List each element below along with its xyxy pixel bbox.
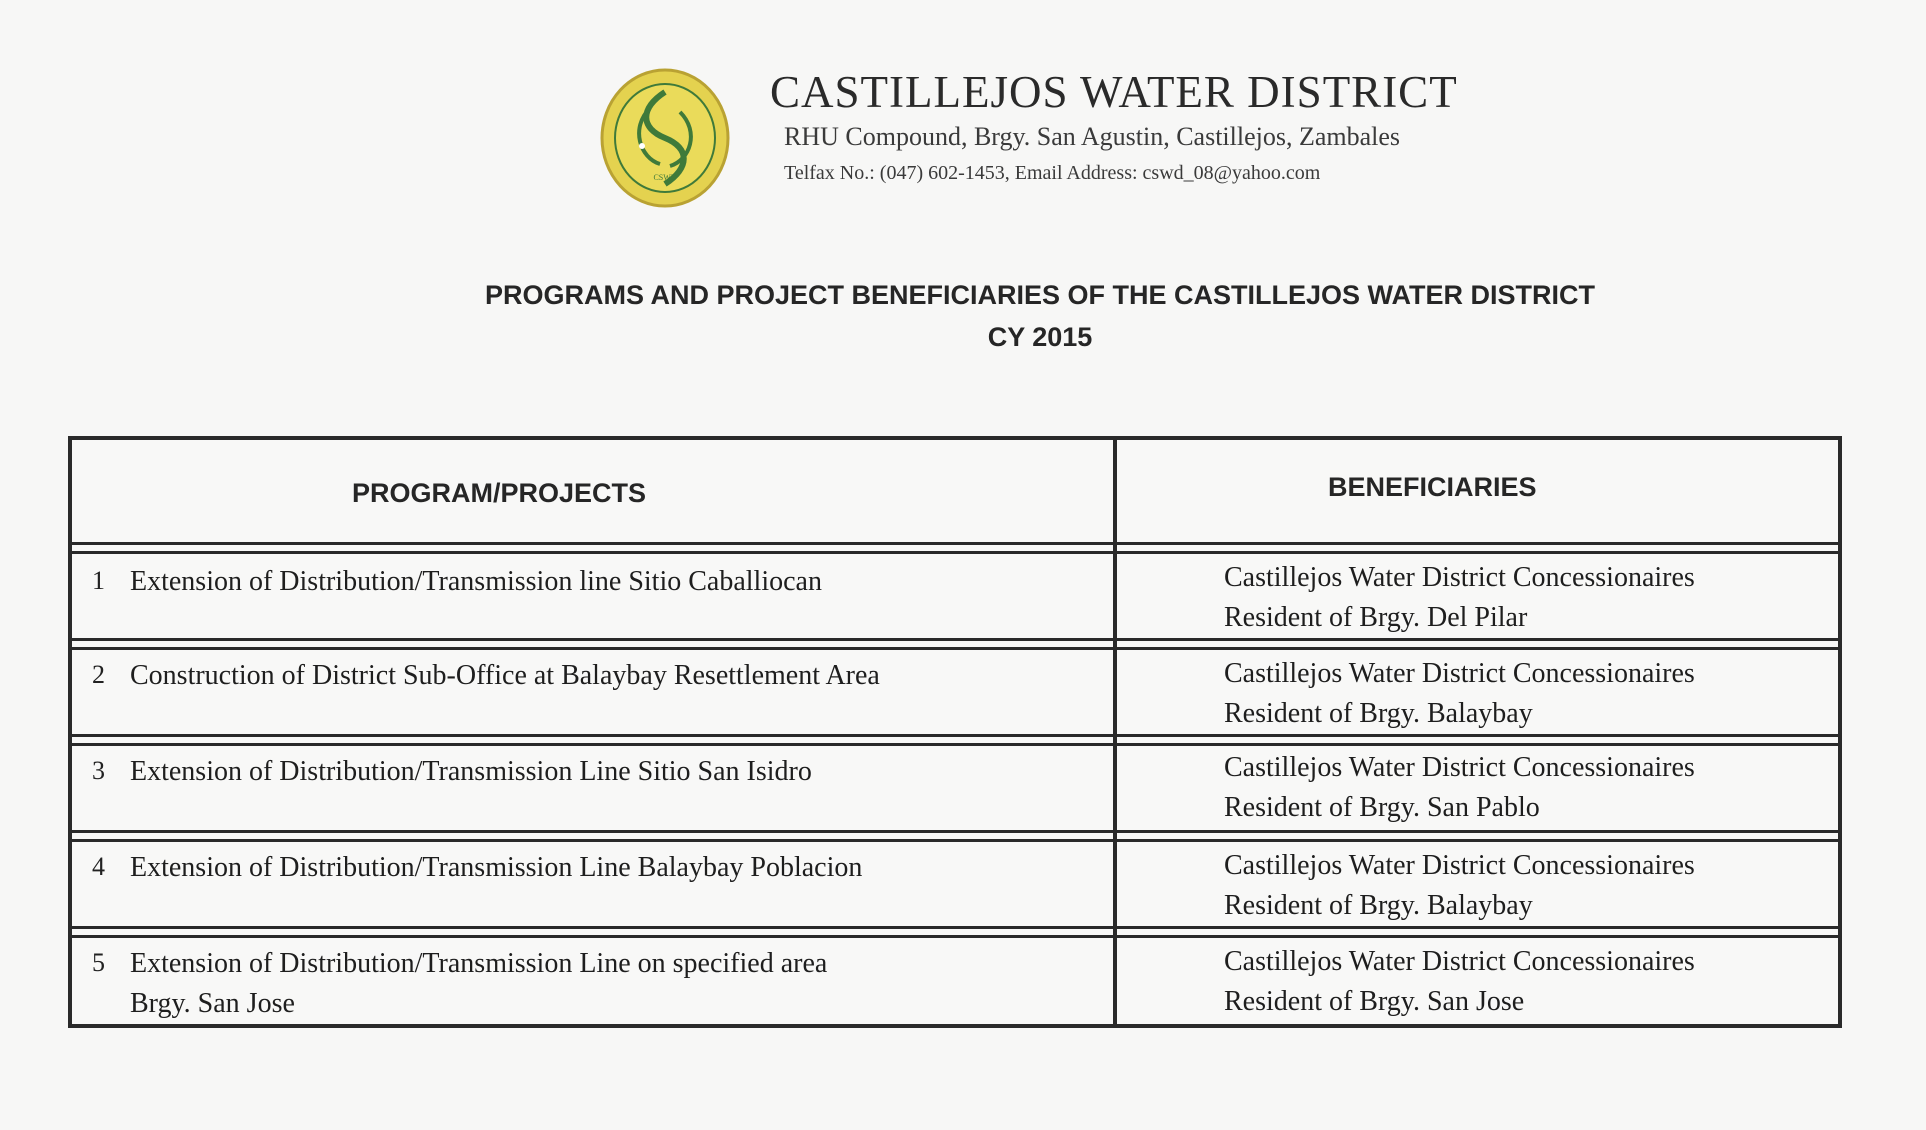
row-separator — [72, 734, 1838, 746]
table-header-row — [72, 440, 1838, 544]
beneficiary-cell — [1224, 654, 1824, 734]
beneficiary-cell — [1224, 846, 1824, 926]
program-cell — [130, 752, 1090, 792]
row-number: 1 — [92, 566, 105, 595]
beneficiary-line: Resident of Brgy. Balaybay — [1224, 698, 1533, 729]
beneficiary-cell — [1224, 748, 1824, 828]
row-number: 2 — [92, 660, 105, 689]
row-separator — [72, 830, 1838, 842]
program-cell — [130, 562, 1090, 602]
header-program: PROGRAM/PROJECTS — [352, 478, 647, 508]
table-row — [72, 842, 1838, 926]
table-row — [72, 938, 1838, 1024]
org-name: CASTILLEJOS WATER DISTRICT — [770, 67, 1458, 117]
row-separator — [72, 638, 1838, 650]
program-line: Brgy. San Jose — [130, 988, 295, 1019]
org-contact: Telfax No.: (047) 602-1453, Email Address: cswd_08@yahoo.com — [784, 162, 1321, 184]
program-line: Extension of Distribution/Transmission Line on specified area — [130, 948, 828, 979]
document-title — [0, 274, 1926, 358]
row-separator — [72, 926, 1838, 938]
beneficiary-line: Resident of Brgy. San Jose — [1224, 986, 1525, 1017]
program-line: Extension of Distribution/Transmission line Sitio Caballiocan — [130, 566, 822, 597]
org-info — [770, 66, 1540, 188]
beneficiary-line: Resident of Brgy. Balaybay — [1224, 890, 1533, 921]
table-row — [72, 746, 1838, 830]
beneficiary-line: Castillejos Water District Concessionaires — [1224, 658, 1695, 689]
header-beneficiaries: BENEFICIARIES — [1328, 472, 1537, 502]
beneficiary-line: Castillejos Water District Concessionaires — [1224, 946, 1695, 977]
table-row — [72, 650, 1838, 734]
district-seal-icon — [600, 68, 730, 208]
table-row — [72, 554, 1838, 638]
row-number: 3 — [92, 756, 105, 785]
beneficiary-line: Castillejos Water District Concessionaires — [1224, 562, 1695, 593]
title-line-1: PROGRAMS AND PROJECT BENEFICIARIES OF THE CASTILLEJOS WATER DISTRICT — [484, 280, 1596, 310]
org-address: RHU Compound, Brgy. San Agustin, Castillejos, Zambales — [784, 122, 1401, 151]
program-cell — [130, 944, 1090, 1024]
row-number: 4 — [92, 852, 105, 881]
svg-text:CSWD: CSWD — [653, 173, 677, 182]
row-separator — [72, 542, 1838, 554]
program-line: Construction of District Sub-Office at Balaybay Resettlement Area — [130, 660, 880, 691]
beneficiaries-table — [68, 436, 1842, 1028]
title-line-2: CY 2015 — [987, 322, 1093, 352]
letterhead — [600, 66, 1540, 216]
program-line: Extension of Distribution/Transmission Line Sitio San Isidro — [130, 756, 812, 787]
program-cell — [130, 656, 1090, 696]
beneficiary-cell — [1224, 558, 1824, 638]
row-number: 5 — [92, 948, 105, 977]
program-cell — [130, 848, 1090, 888]
beneficiary-line: Resident of Brgy. San Pablo — [1224, 792, 1540, 823]
beneficiary-cell — [1224, 942, 1824, 1022]
program-line: Extension of Distribution/Transmission Line Balaybay Poblacion — [130, 852, 863, 883]
beneficiary-line: Castillejos Water District Concessionaires — [1224, 752, 1695, 783]
beneficiary-line: Resident of Brgy. Del Pilar — [1224, 602, 1528, 633]
beneficiary-line: Castillejos Water District Concessionaires — [1224, 850, 1695, 881]
